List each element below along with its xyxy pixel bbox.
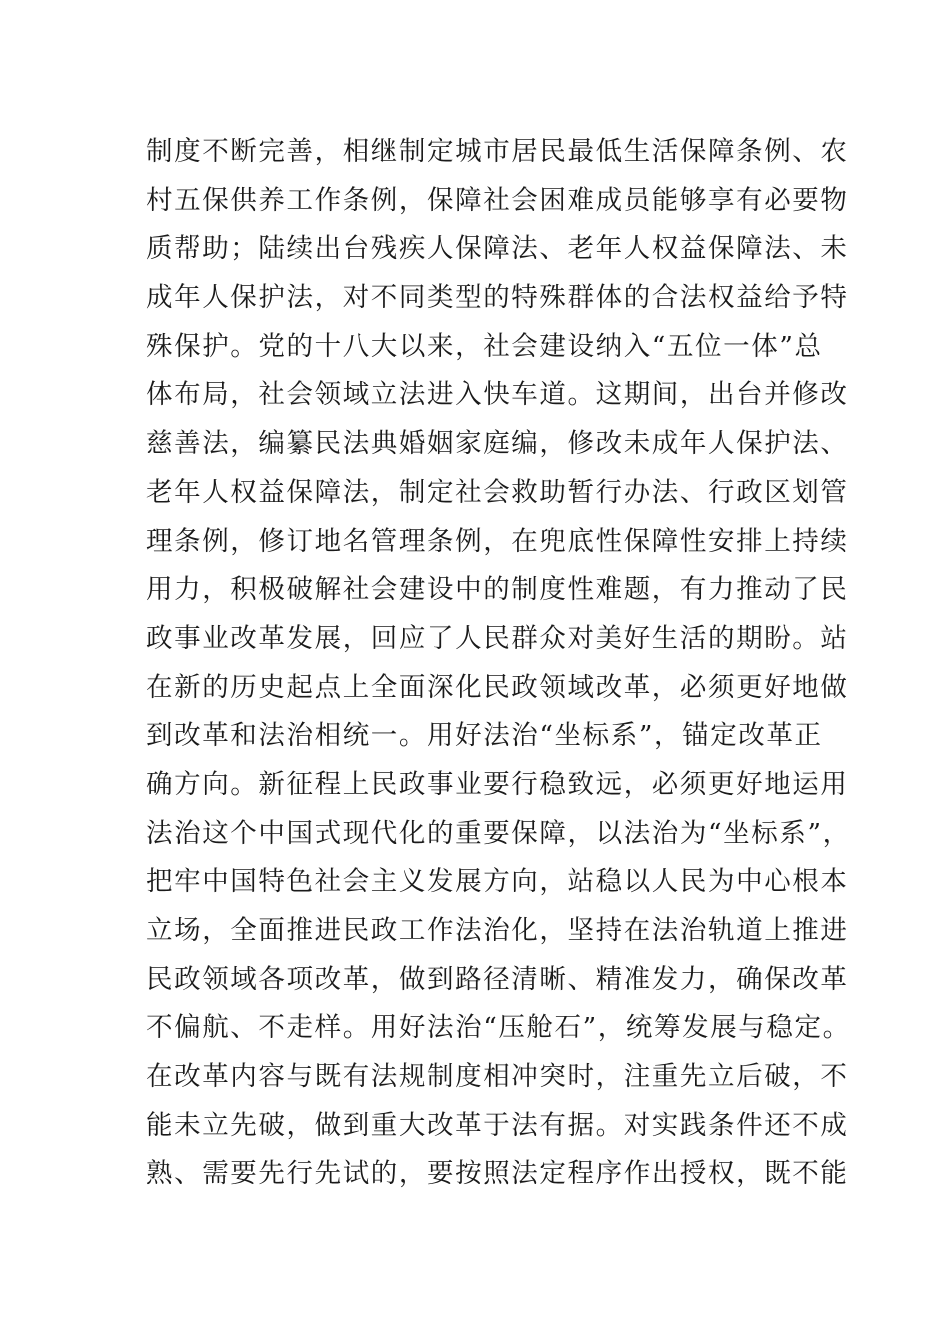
text-line-20: 在改革内容与既有法规制度相冲突时，注重先立后破，不	[146, 1061, 849, 1093]
text-line-14: 确方向。新征程上民政事业要行稳致远，必须更好地运用	[146, 768, 849, 800]
text-line-2: 村五保供养工作条例，保障社会困难成员能够享有必要物	[146, 184, 849, 216]
text-line-17: 立场，全面推进民政工作法治化，坚持在法治轨道上推进	[146, 915, 849, 946]
text-line-9: 理条例，修订地名管理条例，在兜底性保障性安排上持续	[146, 525, 849, 557]
text-line-18: 民政领域各项改革，做到路径清晰、精准发力，确保改革	[146, 963, 849, 995]
text-line-15: 法治这个中国式现代化的重要保障，以法治为“坐标系”，	[146, 817, 851, 849]
text-line-16: 把牢中国特色社会主义发展方向，站稳以人民为中心根本	[146, 866, 849, 898]
text-line-11: 政事业改革发展，回应了人民群众对美好生活的期盼。站	[146, 622, 849, 654]
text-line-1: 制度不断完善，相继制定城市居民最低生活保障条例、农	[146, 136, 849, 167]
text-line-4: 成年人保护法，对不同类型的特殊群体的合法权益给予特	[146, 282, 849, 314]
text-line-19: 不偏航、不走样。用好法治“压舱石”，统筹发展与稳定。	[146, 1012, 851, 1044]
text-line-8: 老年人权益保障法，制定社会救助暂行办法、行政区划管	[146, 476, 849, 508]
text-line-22: 熟、需要先行先试的，要按照法定程序作出授权，既不能	[146, 1158, 849, 1190]
text-line-3: 质帮助；陆续出台残疾人保障法、老年人权益保障法、未	[146, 233, 849, 265]
text-line-21: 能未立先破，做到重大改革于法有据。对实践条件还不成	[146, 1109, 849, 1141]
text-line-12: 在新的历史起点上全面深化民政领域改革，必须更好地做	[146, 671, 849, 703]
text-line-5: 殊保护。党的十八大以来，社会建设纳入“五位一体”总	[146, 330, 823, 362]
text-line-10: 用力，积极破解社会建设中的制度性难题，有力推动了民	[146, 574, 849, 606]
body-paragraph	[146, 128, 851, 1199]
text-line-6: 体布局，社会领域立法进入快车道。这期间，出台并修改	[146, 379, 849, 411]
text-line-7: 慈善法，编纂民法典婚姻家庭编，修改未成年人保护法、	[146, 428, 849, 460]
text-line-13: 到改革和法治相统一。用好法治“坐标系”，锚定改革正	[146, 720, 823, 752]
